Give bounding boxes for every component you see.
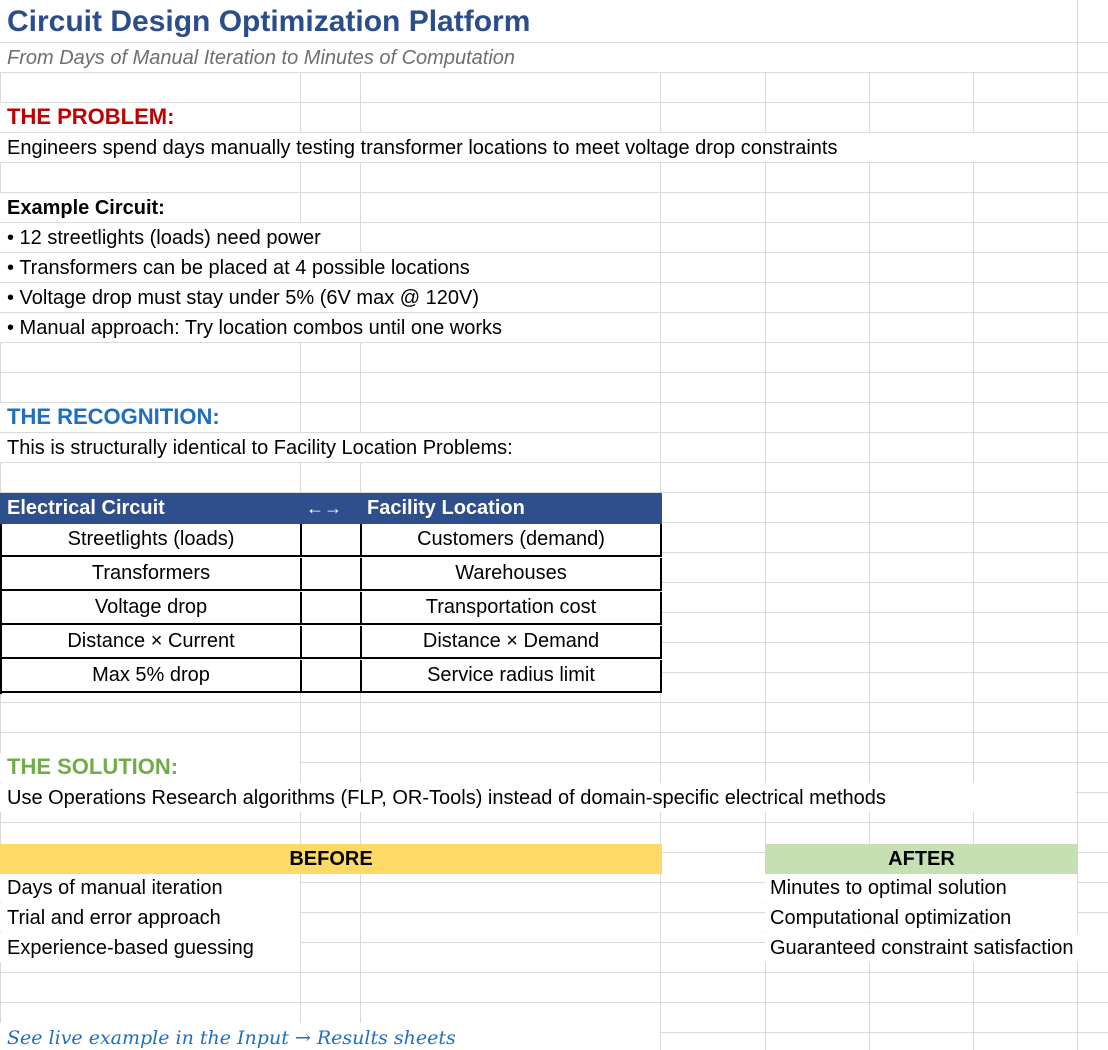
col-facility-location: Facility Location xyxy=(367,497,525,519)
recognition-text: This is structurally identical to Facility Location Problems: xyxy=(7,437,513,459)
table-cell: Transportation cost xyxy=(362,592,662,625)
table-cell-empty xyxy=(302,626,362,659)
before-item: Trial and error approach xyxy=(7,907,221,929)
table-cell: Customers (demand) xyxy=(362,524,662,557)
example-header: Example Circuit: xyxy=(7,197,165,219)
bullet-item: • Transformers can be placed at 4 possible locations xyxy=(7,257,470,279)
page-title: Circuit Design Optimization Platform xyxy=(7,5,531,38)
after-item: Computational optimization xyxy=(770,907,1012,929)
after-item: Minutes to optimal solution xyxy=(770,877,1007,899)
table-cell: Max 5% drop xyxy=(2,660,302,693)
solution-header: THE SOLUTION: xyxy=(7,754,179,779)
solution-text: Use Operations Research algorithms (FLP, OR-Tools) instead of domain-specific electrical methods xyxy=(7,787,886,809)
table-cell: Service radius limit xyxy=(362,660,662,693)
table-cell: Voltage drop xyxy=(2,592,302,625)
before-item: Experience-based guessing xyxy=(7,937,254,959)
table-cell-empty xyxy=(302,592,362,625)
after-item: Guaranteed constraint satisfaction xyxy=(770,937,1074,959)
before-header: BEFORE xyxy=(0,844,662,874)
table-cell: Transformers xyxy=(2,558,302,591)
bullet-item: • Voltage drop must stay under 5% (6V max @ 120V) xyxy=(7,287,479,309)
table-cell: Distance × Demand xyxy=(362,626,662,659)
before-item: Days of manual iteration xyxy=(7,877,223,899)
mapping-arrow-icon: ←→ xyxy=(306,498,342,518)
table-cell-empty xyxy=(302,660,362,693)
bullet-item: • 12 streetlights (loads) need power xyxy=(7,227,321,249)
mapping-table-header xyxy=(0,493,662,524)
table-cell-empty xyxy=(302,524,362,557)
table-cell-empty xyxy=(302,558,362,591)
bullet-item: • Manual approach: Try location combos until one works xyxy=(7,317,503,339)
problem-text: Engineers spend days manually testing transformer locations to meet voltage drop constraints xyxy=(7,137,838,159)
table-cell: Streetlights (loads) xyxy=(2,524,302,557)
problem-header: THE PROBLEM: xyxy=(7,104,175,129)
recognition-header: THE RECOGNITION: xyxy=(7,404,220,429)
footer-note: See live example in the Input → Results sheets xyxy=(7,1027,456,1049)
after-header: AFTER xyxy=(765,844,1078,874)
col-electrical-circuit: Electrical Circuit xyxy=(7,497,165,519)
table-cell: Warehouses xyxy=(362,558,662,591)
page-subtitle: From Days of Manual Iteration to Minutes of Computation xyxy=(7,47,516,69)
mapping-table xyxy=(0,524,662,694)
table-cell: Distance × Current xyxy=(2,626,302,659)
